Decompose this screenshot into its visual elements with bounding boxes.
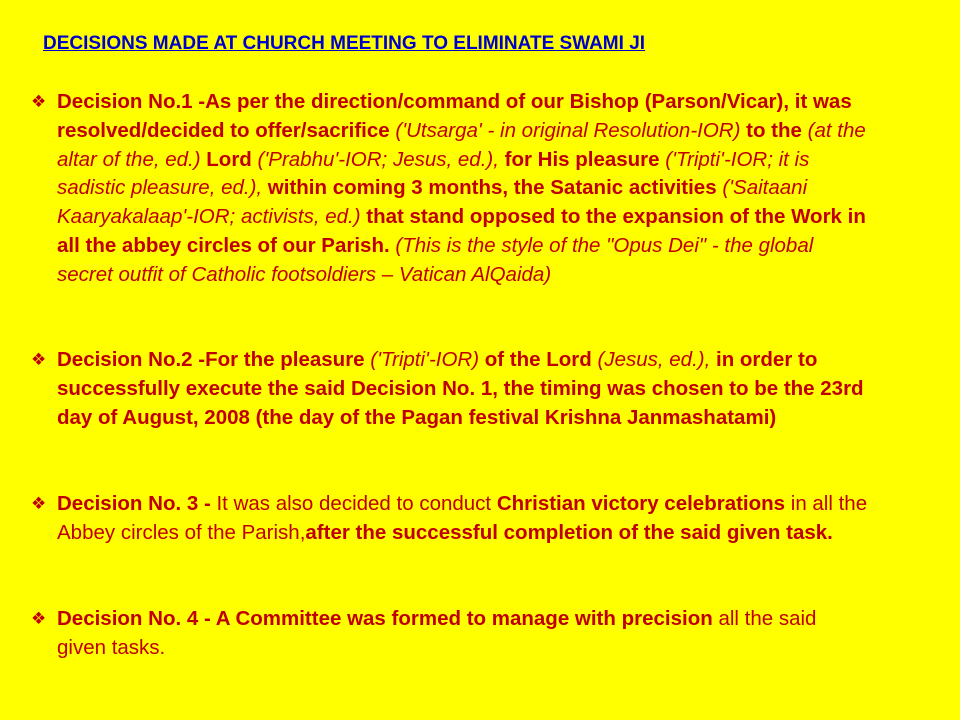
diamond-bullet-icon: ❖ — [31, 92, 47, 112]
decision-1-seg-2: ('Utsarga' - in original Resolution-IOR) — [395, 118, 741, 142]
diamond-bullet-icon: ❖ — [31, 494, 47, 514]
decision-1-seg-7: for His pleasure — [498, 147, 666, 171]
decision-2-seg-3: of the Lord — [479, 348, 598, 371]
decision-item-1 — [31, 88, 871, 290]
decision-1-seg-9: within coming 3 months, the Satanic activities — [262, 176, 723, 200]
decision-3-seg-2: It was also decided to conduct — [216, 492, 497, 515]
diamond-bullet-icon: ❖ — [31, 609, 47, 629]
decision-1-seg-3: to the — [740, 118, 808, 142]
decision-3-seg-1: Decision No. 3 - — [57, 492, 217, 515]
decision-4-seg-1: Decision No. 4 - A Committee was formed to manage with precision — [57, 607, 713, 630]
decision-2-seg-2: ('Tripti'-IOR) — [370, 348, 480, 371]
decision-1-seg-10: ('Saitaani Kaaryakalaap'-IOR; activists, ed.) — [57, 176, 808, 229]
decision-3-seg-4: in all the Abbey circles of the Parish, — [57, 492, 868, 544]
decision-1-seg-5: Lord — [200, 147, 258, 171]
decision-2-seg-4: (Jesus, ed.), — [597, 348, 711, 371]
decision-1-seg-12: (This is the style of the "Opus Dei" - the global secret outfit of Catholic footsoldiers – Vatican AlQaida) — [57, 233, 814, 286]
page-title: DECISIONS MADE AT CHURCH MEETING TO ELIMINATE SWAMI JI — [43, 33, 646, 54]
decision-text-3 — [57, 490, 871, 548]
decision-1-seg-8: ('Tripti'-IOR; it is sadistic pleasure, ed.), — [57, 147, 810, 200]
decision-1-seg-4: (at the altar of the, ed.) — [57, 118, 866, 171]
decision-1-seg-6: ('Prabhu'-IOR; Jesus, ed.), — [257, 147, 499, 171]
decision-text-4 — [57, 605, 871, 663]
decision-item-3 — [31, 490, 871, 548]
decision-2-seg-1: Decision No.2 -For the pleasure — [57, 348, 371, 371]
decision-text-1 — [57, 88, 871, 290]
decision-item-4 — [31, 605, 871, 663]
decision-3-seg-3: Christian victory celebrations — [496, 492, 786, 515]
decision-4-seg-2: all the said given tasks. — [57, 607, 817, 659]
decision-text-2 — [57, 346, 871, 432]
decision-1-seg-1: Decision No.1 -As per the direction/command of our Bishop (Parson/Vicar), it was resolved/decided to offer/sacrifice — [57, 90, 852, 142]
decision-1-seg-11: that stand opposed to the expansion of the Work in all the abbey circles of our Parish. — [57, 205, 866, 257]
diamond-bullet-icon: ❖ — [31, 350, 47, 370]
decision-item-2 — [31, 346, 871, 432]
decision-3-seg-5: after the successful completion of the said given task. — [305, 520, 833, 544]
decision-2-seg-5: in order to successfully execute the said Decision No. 1, the timing was chosen to be the 23rd day of August, 2008 (the day of the Pagan festival Krishna Janmashatami) — [57, 348, 864, 429]
